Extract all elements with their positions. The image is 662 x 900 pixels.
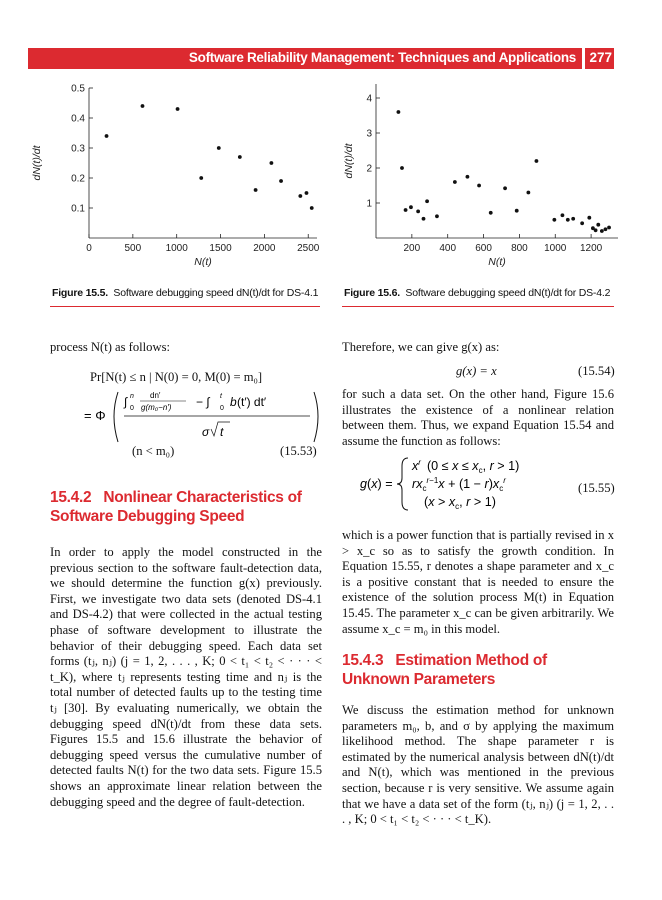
fig15-5-data-point bbox=[270, 161, 274, 165]
fig15-5-data-point bbox=[254, 188, 258, 192]
svg-text:xr(0 ≤ x ≤ xc, r > 1): $x^r$ ($0 \le x \le x_c$, r > 1) bbox=[412, 458, 520, 475]
fig15-6-data-point bbox=[489, 211, 493, 215]
fig15-6-data-point bbox=[397, 110, 401, 114]
fig15-6-data-point bbox=[404, 208, 408, 212]
fig15-5-x-tick-label: 1000 bbox=[165, 243, 188, 254]
equation-15-53-number: (15.53) bbox=[280, 444, 317, 458]
fig15-6-data-point bbox=[526, 191, 530, 195]
fig15-6-data-point bbox=[561, 213, 565, 217]
fig15-5-data-point bbox=[141, 104, 145, 108]
header-separator bbox=[582, 48, 585, 69]
fig15-5-x-tick-label: 500 bbox=[124, 243, 142, 254]
equation-15-55-formula bbox=[360, 452, 560, 516]
equation-15-54-number: (15.54) bbox=[578, 364, 615, 378]
fig15-5-x-tick-label: 0 bbox=[86, 243, 92, 254]
fig15-6-x-tick-label: 1000 bbox=[544, 243, 567, 254]
figure-15-6-label: Figure 15.6. bbox=[344, 287, 400, 299]
caption-rule-right bbox=[342, 306, 614, 307]
right-intro-paragraph: Therefore, we can give g(x) as: bbox=[342, 340, 500, 354]
caption-rule-left bbox=[50, 306, 320, 307]
svg-text:∫: ∫ bbox=[124, 395, 128, 409]
svg-text:dn′: dn′ bbox=[150, 391, 161, 400]
fig15-5-x-axis-label: N(t) bbox=[194, 256, 212, 268]
svg-text:0: 0 bbox=[130, 405, 134, 412]
fig15-6-data-point bbox=[535, 159, 539, 163]
section-15-4-2-heading bbox=[50, 488, 325, 526]
equation-15-54: g(x) = x bbox=[456, 364, 497, 378]
running-header bbox=[28, 48, 614, 69]
fig15-5-data-point bbox=[199, 176, 203, 180]
fig15-5-y-tick-label: 0.5 bbox=[71, 83, 85, 95]
right-paragraph-2: for such a data set. On the other hand, Figure 15.6 illustrates the existence of a nonlinear relation between them. Thus, we expand Equation 15.54 and assume the function as follows: bbox=[342, 387, 614, 448]
fig15-6-x-axis-label: N(t) bbox=[488, 256, 506, 268]
section-15-4-2-title: Nonlinear Characteristics of Software Debugging Speed bbox=[50, 489, 302, 525]
svg-text:rxcr−1x + (1 − r)xcr: $rx_c^r-1x + (1 - r)x_c^r$ bbox=[412, 476, 506, 493]
fig15-6-x-tick-label: 800 bbox=[511, 243, 528, 254]
fig15-6-y-tick-label: 3 bbox=[366, 128, 372, 140]
svg-text:g(m₀−n′): g(m₀−n′) bbox=[141, 403, 172, 412]
figure-15-6-text: Software debugging speed dN(t)/dt for DS-4.2 bbox=[405, 287, 611, 299]
fig15-5-y-tick-label: 0.2 bbox=[71, 173, 85, 185]
fig15-5-data-point bbox=[305, 191, 309, 195]
figure-15-5-caption bbox=[52, 287, 318, 299]
fig15-6-data-point bbox=[594, 228, 598, 232]
equation-15-53-line1: Pr[N(t) ≤ n | N(0) = 0, M(0) = m₀] bbox=[90, 370, 263, 384]
left-intro: process N(t) as follows: bbox=[50, 340, 170, 354]
fig15-6-data-point bbox=[515, 209, 519, 213]
fig15-6-y-tick-label: 2 bbox=[366, 163, 372, 175]
fig15-5-y-tick-label: 0.3 bbox=[71, 143, 85, 155]
fig15-6-x-tick-label: 200 bbox=[403, 243, 421, 254]
equation-15-53-condition: (n < m₀) bbox=[132, 444, 175, 458]
svg-text:− ∫: − ∫ bbox=[196, 395, 210, 409]
fig15-6-data-point bbox=[587, 216, 591, 220]
equation-15-53-formula bbox=[84, 384, 324, 448]
svg-text:(x > xc, r > 1): ($x > x_c$, r > 1) bbox=[424, 495, 496, 511]
svg-text:b: b bbox=[230, 395, 237, 409]
fig15-5-data-point bbox=[105, 134, 109, 138]
fig15-6-data-point bbox=[422, 217, 426, 221]
section-15-4-3-heading bbox=[342, 651, 617, 689]
fig15-6-data-point bbox=[571, 217, 575, 221]
fig15-5-y-axis-label: dN(t)/dt bbox=[31, 145, 43, 181]
fig15-6-data-point bbox=[416, 210, 420, 214]
fig15-6-x-tick-label: 600 bbox=[475, 243, 492, 254]
fig15-5-x-tick-label: 2500 bbox=[297, 243, 320, 254]
running-header-title: Software Reliability Management: Techniques and Applications bbox=[188, 50, 576, 65]
fig15-5-x-tick-label: 2000 bbox=[253, 243, 276, 254]
right-paragraph-3: which is a power function that is partially revised in x > x_c so as to satisfy the growth condition. In Equation 15.55, r denotes a shape parameter and x_c is a positive constant that is needed to ensure the existence of the solution process M(t) in Equation 15.45. The parameter x_c can be given arbitrarily. We assume x_c = m₀ in this model. bbox=[342, 528, 614, 636]
svg-text:σ: σ bbox=[202, 425, 210, 439]
fig15-5-data-point bbox=[238, 155, 242, 159]
svg-text:0: 0 bbox=[220, 405, 224, 412]
fig15-6-data-point bbox=[466, 175, 470, 179]
fig15-6-data-point bbox=[580, 221, 584, 225]
svg-text:(t′) dt′: (t′) dt′ bbox=[237, 395, 267, 409]
fig15-6-data-point bbox=[552, 218, 556, 222]
fig15-6-y-tick-label: 1 bbox=[366, 198, 372, 210]
fig15-5-y-tick-label: 0.4 bbox=[71, 113, 85, 125]
fig15-6-y-axis-label: dN(t)/dt bbox=[343, 143, 355, 179]
fig15-6-data-point bbox=[607, 226, 611, 230]
figure-15-5-chart bbox=[28, 80, 328, 280]
fig15-5-data-point bbox=[279, 179, 283, 183]
fig15-6-data-point bbox=[453, 180, 457, 184]
fig15-6-y-tick-label: 4 bbox=[366, 93, 372, 105]
fig15-6-data-point bbox=[566, 218, 570, 222]
fig15-5-x-tick-label: 1500 bbox=[209, 243, 232, 254]
page-number: 277 bbox=[589, 50, 612, 65]
figure-15-6-chart bbox=[340, 80, 630, 280]
svg-text:= Φ: = Φ bbox=[84, 408, 106, 423]
svg-text:n: n bbox=[130, 393, 134, 400]
fig15-6-data-point bbox=[604, 227, 608, 231]
fig15-5-data-point bbox=[310, 206, 314, 210]
fig15-6-data-point bbox=[600, 229, 604, 233]
fig15-5-data-point bbox=[217, 146, 221, 150]
fig15-6-x-tick-label: 400 bbox=[439, 243, 457, 254]
left-body-paragraph: In order to apply the model constructed in the previous section to the software fault-detection data, we should determine the function g(x) previously. First, we investigate two data sets (denoted DS-4.1 and DS-4.2) that were collected in the actual testing phase of software development to illustrate the behavior of their debugging speed. Each data set forms (tⱼ, nⱼ) (j = 1, 2, . . . , K; 0 < t₁ < t₂ < · · · < t_K), where tⱼ represents testing time and nⱼ is the total number of detected faults up to the testing time tⱼ [30]. By evaluating numerically, we obtain the debugging speed dN(t)/dt from these data sets. Figures 15.5 and 15.6 illustrate the behavior of debugging speed versus the cumulative number of detected faults N(t) for the two data sets. Figure 15.5 shows an approximate linear relation between the debugging speed and the degree of fault-detection. bbox=[50, 545, 322, 809]
figure-15-6-caption bbox=[344, 287, 610, 299]
svg-text:g(x) =: g(x) = bbox=[360, 477, 393, 491]
fig15-5-data-point bbox=[298, 194, 302, 198]
fig15-5-data-point bbox=[176, 107, 180, 111]
figure-15-5-text: Software debugging speed dN(t)/dt for DS-4.1 bbox=[113, 287, 319, 299]
section-15-4-3-number: 15.4.3 bbox=[342, 652, 384, 669]
figure-15-5-label: Figure 15.5. bbox=[52, 287, 108, 299]
equation-15-55-number: (15.55) bbox=[578, 481, 615, 495]
svg-text:t: t bbox=[220, 393, 222, 400]
fig15-6-x-tick-label: 1200 bbox=[579, 243, 603, 254]
fig15-6-data-point bbox=[425, 199, 429, 203]
fig15-6-data-point bbox=[596, 223, 600, 227]
fig15-6-data-point bbox=[400, 166, 404, 170]
section-15-4-2-number: 15.4.2 bbox=[50, 489, 92, 506]
fig15-6-data-point bbox=[435, 214, 439, 218]
fig15-6-data-point bbox=[477, 184, 481, 188]
fig15-6-data-point bbox=[409, 205, 413, 209]
fig15-5-y-tick-label: 0.1 bbox=[71, 203, 85, 215]
svg-text:t: t bbox=[220, 425, 224, 439]
section-15-4-3-title: Estimation Method of Unknown Parameters bbox=[342, 652, 547, 688]
fig15-6-data-point bbox=[503, 186, 507, 190]
right-paragraph-4: We discuss the estimation method for unknown parameters m₀, b, and σ by applying the maximum likelihood method. The shape parameter r is estimated by the numerical analysis between dN(t)/dt and N(t), which was mentioned in the previous section, because r is very sensitive. We assume again that we have a data set of the form (tⱼ, nⱼ) (j = 1, 2, . . . , K; 0 < t₁ < t₂ < · · · < t_K). bbox=[342, 703, 614, 827]
